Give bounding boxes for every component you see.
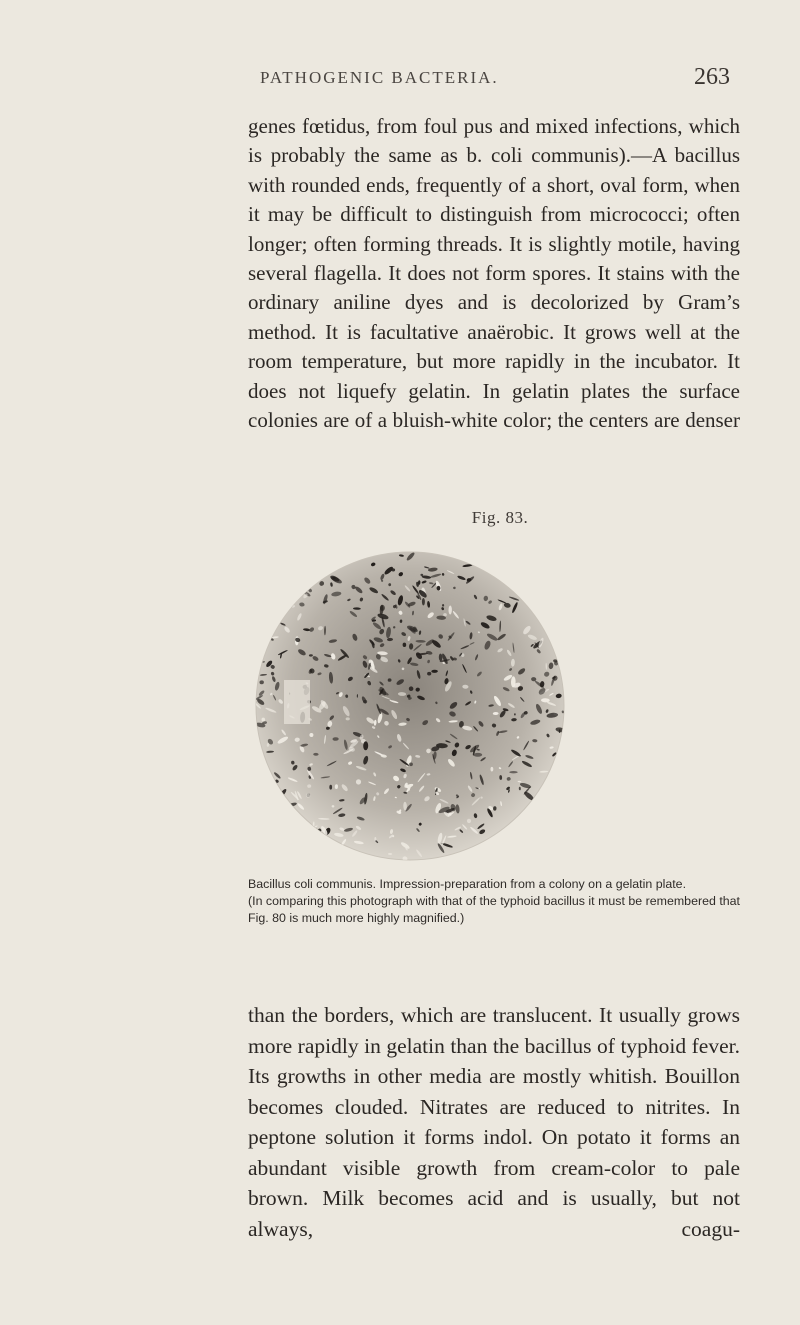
page-number: 263: [694, 64, 730, 90]
caption-main: Bacillus coli communis. Impression-preparation from a colony on a gelatin plate.: [248, 877, 687, 891]
caption-note: (In comparing this photograph with that of the typhoid bacillus it must be remembered that Fig. 80 is much more highly magnified.): [248, 894, 740, 925]
colony-speck: [509, 771, 517, 773]
body-paragraph-bottom: than the borders, which are translucent. It usually grows more rapidly in gelatin than the bacillus of typhoid fever. Its growths in other media are mostly whitish. Bouillon becomes clouded. Nitrates are reduced to nitrites. In peptone solution it forms indol. On potato it forms an abundant visible growth from cream-color to pale brown. Milk becomes acid and is usually, but not always, coagu-: [248, 1003, 740, 1241]
colony-speck: [356, 779, 361, 784]
page-header: [0, 64, 800, 98]
figure-label: Fig. 83.: [471, 508, 529, 527]
body-paragraph-top: genes fœtidus, from foul pus and mixed infections, which is probably the same as b. coli communis).—A bacillus with rounded ends, frequently of a short, oval form, when it may be difficult to distinguish from micrococci; often longer; often forming threads. It is slightly motile, having several flagella. It does not form spores. It stains with the ordinary aniline dyes and is decolorized by Gram’s method. It is facultative anaërobic. It grows well at the room temperature, but more rapidly in the incubator. It does not liquefy gelatin. In gelatin plates the surface colonies are of a bluish-white color; the centers are denser: [248, 114, 740, 433]
colony-speck: [514, 713, 516, 715]
colony-photograph: [228, 548, 748, 870]
figure-caption: [248, 876, 740, 927]
colony-speck: [422, 598, 425, 605]
running-head: PATHOGENIC BACTERIA.: [260, 68, 499, 87]
